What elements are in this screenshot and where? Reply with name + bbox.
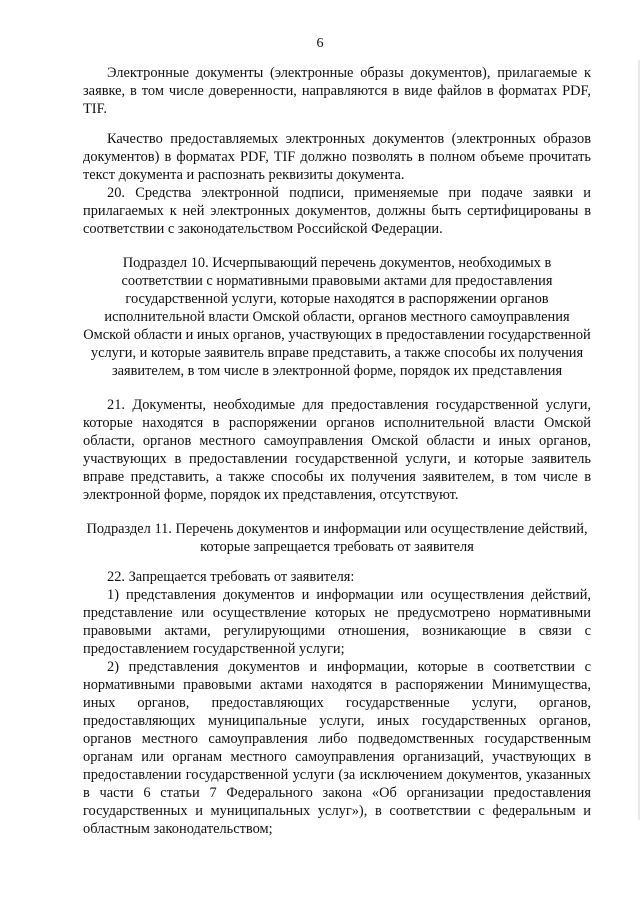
page-number: 6: [316, 36, 324, 51]
list-item-1: 1) представления документов и информации или осуществления действий, представление или осуществление которых не предусмотрено нормативными правовыми актами, регулирующими отношения, возникающие в связи с предоставлением государственной услуги;: [83, 587, 591, 657]
paragraph-21: 21. Документы, необходимые для предоставления государственной услуги, которые находятся в распоряжении органов исполнительной власти Омской области, органов местного самоуправления Омской области и иных органов, участвующих в предоставлении государственной услуги, и которые заявитель вправе представить, а также способы их получения заявителем, в том числе в электронной форме, порядок их представления, отсутствуют.: [83, 397, 591, 503]
subsection-11-heading: Подраздел 11. Перечень документов и информации или осуществление действий, которые запрещается требовать от заявителя: [86, 521, 588, 555]
paragraph-electronic-documents: Электронные документы (электронные образы документов), прилагаемые к заявке, в том числе доверенности, направляются в виде файлов в форматах PDF, TIF.: [83, 65, 591, 117]
subsection-10-heading: Подраздел 10. Исчерпывающий перечень документов, необходимых в соответствии с нормативными правовыми актами для предоставления государственной услуги, которые находятся в распоряжении органов исполнительной власти Омской области, органов местного самоуправления Омской области и иных органов, участвующих в предоставлении государственной услуги, и которые заявитель вправе представить, а также способы их получения заявителем, в том числе в электронной форме, порядок их представления: [83, 255, 591, 379]
paragraph-document-quality: Качество предоставляемых электронных документов (электронных образов документов) в форматах PDF, TIF должно позволять в полном объеме прочитать текст документа и распознать реквизиты документа.: [83, 131, 591, 183]
paragraph-20: 20. Средства электронной подписи, применяемые при подаче заявки и прилагаемых к ней электронных документов, должны быть сертифицированы в соответствии с законодательством Российской Федерации.: [83, 185, 591, 237]
list-item-2: 2) представления документов и информации, которые в соответствии с нормативными правовыми актами находятся в распоряжении Минимущества, иных органов, предоставляющих государственные услуги, органов, предоставляющих муниципальные услуги, иных государственных органов, органов местного самоуправления либо подведомственных государственным органам или органам местного самоуправления организаций, участвующих в предоставлении государственной услуги (за исключением документов, указанных в части 6 статьи 7 Федерального закона «Об организации предоставления государственных и муниципальных услуг»), в соответствии с федеральным и областным законодательством;: [83, 659, 591, 837]
document-body: [83, 64, 591, 838]
paragraph-22: 22. Запрещается требовать от заявителя:: [107, 569, 355, 585]
